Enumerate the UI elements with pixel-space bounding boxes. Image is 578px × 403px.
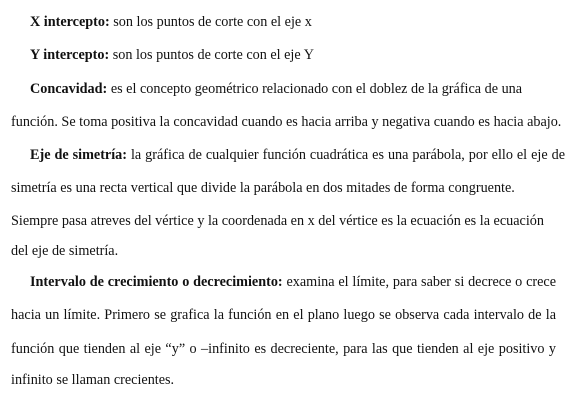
term-concavidad: Concavidad: [30, 81, 108, 97]
term-x-intercept: X intercepto: [30, 14, 110, 30]
definition-text: es el concepto geométrico relacionado con el doblez de la gráfica de una [110, 81, 523, 97]
definition-text: la gráfica de cualquier función cuadrática es una parábola, por ello el eje de [130, 147, 565, 163]
definition-concavidad [30, 80, 522, 98]
definition-intervalo [30, 273, 556, 291]
definition-eje-simetria [30, 146, 565, 164]
definition-text: son los puntos de corte con el eje x [113, 14, 312, 30]
definition-text-line: función. Se toma positiva la concavidad cuando es hacia arriba y negativa cuando es hacia abajo. [11, 114, 562, 130]
definition-text-line: infinito se llaman crecientes. [11, 372, 175, 388]
definition-text-line: función que tienden al eje “y” o –infinito es decreciente, para las que tienden al eje positivo y [11, 341, 556, 357]
term-y-intercept: Y intercepto: [30, 47, 110, 63]
definition-text-line: Siempre pasa atreves del vértice y la coordenada en x del vértice es la ecuación es la ecuación [11, 213, 544, 229]
definition-text-line: hacia un límite. Primero se grafica la función en el plano luego se observa cada intervalo de la [11, 307, 556, 323]
definition-text: examina el límite, para saber si decrece o crece [286, 274, 556, 290]
term-intervalo: Intervalo de crecimiento o decrecimiento: [30, 274, 283, 290]
definition-x-intercept [30, 13, 312, 31]
definition-y-intercept [30, 46, 314, 64]
definition-text: son los puntos de corte con el eje Y [112, 47, 314, 63]
definition-text-line: simetría es una recta vertical que divide la parábola en dos mitades de forma congruente. [11, 180, 515, 196]
term-eje-simetria: Eje de simetría: [30, 147, 127, 163]
definition-text-line: del eje de simetría. [11, 243, 119, 259]
